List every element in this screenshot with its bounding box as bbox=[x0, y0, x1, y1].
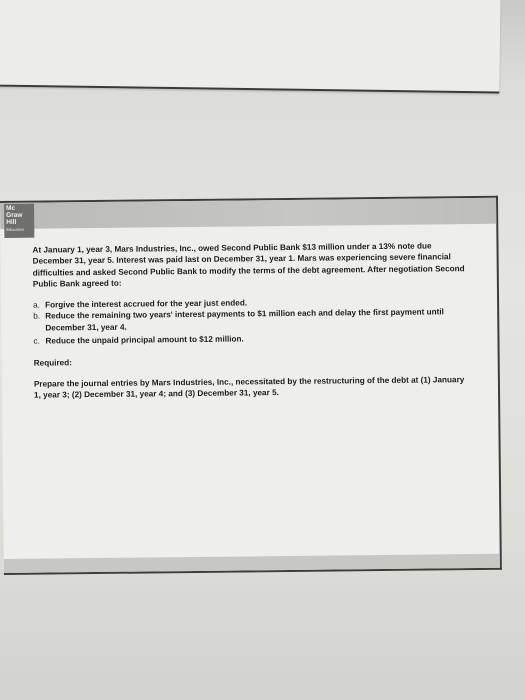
list-item bbox=[33, 331, 469, 347]
required-label: Required: bbox=[33, 358, 72, 369]
list-item-text: Forgive the interest accrued for the year just ended. bbox=[45, 298, 248, 310]
mcgraw-hill-logo bbox=[4, 204, 34, 238]
problem-intro: At January 1, year 3, Mars Industries, Inc., owed Second Public Bank $13 million under a 13% note due December 31, year 5. Interest was paid last on December 31, year 1. Mars was experiencing severe financial difficulties and asked Second Public Bank to modify the terms of the debt agreement. After negotiation Second Public Bank agreed to: bbox=[32, 241, 465, 289]
logo-line-3: Hill bbox=[6, 218, 17, 226]
logo-line-1: Mc bbox=[6, 204, 16, 212]
list-item-text: Reduce the unpaid principal amount to $12 million. bbox=[45, 334, 244, 346]
logo-line-2: Graw bbox=[6, 211, 23, 219]
problem-card bbox=[0, 196, 502, 575]
card-footer-band bbox=[4, 554, 500, 573]
required-text: Prepare the journal entries by Mars Industries, Inc., necessitated by the restructuring of the debt at (1) January 1, year 3; (2) December 31, year 4; and (3) December 31, year 5. bbox=[33, 374, 465, 400]
list-item-letter: a. bbox=[33, 300, 40, 310]
list-item-letter: b. bbox=[33, 312, 41, 322]
problem-content bbox=[0, 224, 498, 401]
list-item bbox=[33, 307, 469, 334]
list-item-text: Reduce the remaining two years' interest payments to $1 million each and delay the first payment until December 31, year 4. bbox=[45, 307, 444, 333]
list-item-letter: c. bbox=[33, 336, 40, 346]
background-paper-sheet bbox=[0, 0, 501, 94]
logo-line-4: Education bbox=[6, 226, 25, 232]
card-header bbox=[0, 198, 496, 232]
